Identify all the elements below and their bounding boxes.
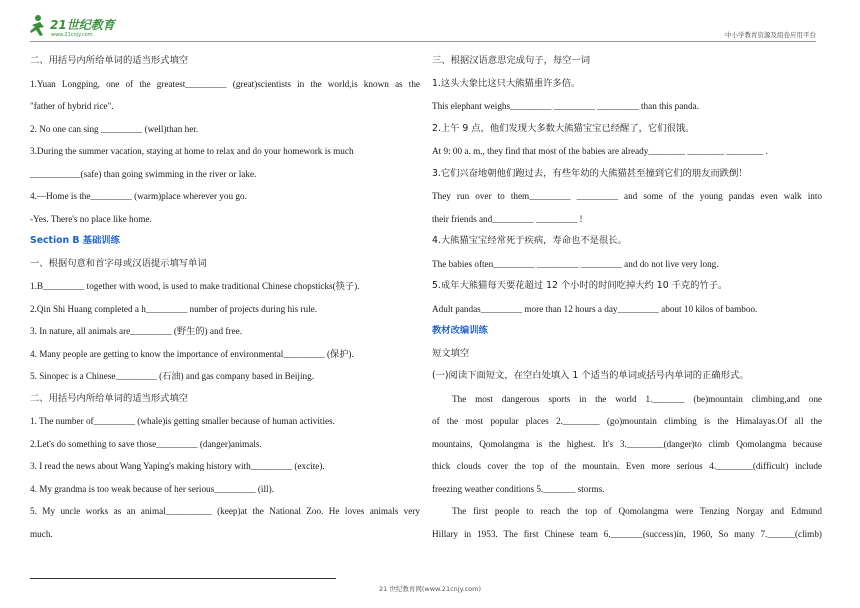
- passage-line: The most dangerous sports in the world 1._______ (be)mountain climbing,and one: [452, 393, 822, 404]
- chinese-prompt: 1.这头大象比这只大熊猫重许多倍。: [432, 77, 581, 89]
- question-line: 2.Qin Shi Huang completed a h_________ number of projects during his rule.: [30, 303, 318, 314]
- question-line: much.: [30, 528, 53, 539]
- question-line: 4. Many people are getting to know the importance of environmental_________ (保护).: [30, 348, 354, 359]
- instruction-line: (一)阅读下面短文，在空白处填入 1 个适当的单词或括号内单词的正确形式。: [432, 370, 749, 381]
- passage-line: thick clouds cover the top of the mountain. Even more serious 4.________(difficult) include: [432, 461, 822, 471]
- question-line: 4.—Home is the_________ (warm)place wherever you go.: [30, 191, 247, 201]
- right-column: [432, 50, 822, 545]
- question-line: 4. My grandma is too weak because of her serious_________ (ill).: [30, 483, 274, 494]
- section-heading: 二、用括号内所给单词的适当形式填空: [30, 392, 189, 404]
- question-line: ___________(safe) than going swimming in the river or lake.: [30, 168, 257, 179]
- passage-line: of the most popular places 2.________ (go)mountain climbing is the Himalayas.Of all the: [432, 416, 822, 426]
- question-line: At 9: 00 a. m., they find that most of the babies are already________ ________ ________ .: [432, 146, 768, 156]
- section-b-title: Section B 基础训练: [30, 235, 120, 246]
- chinese-prompt: 2.上午 9 点，他们发现大多数大熊猫宝宝已经醒了，它们很饿。: [432, 122, 695, 134]
- question-line: 2.Let's do something to save those_________ (danger)animals.: [30, 438, 262, 449]
- question-line: This elephant weighs_________ _________ _________ than this panda.: [432, 101, 699, 111]
- question-line: 3. In nature, all animals are_________ (野生的) and free.: [30, 326, 243, 336]
- footer-divider: [30, 578, 336, 579]
- chinese-prompt: 4.大熊猫宝宝经常死于疾病，寿命也不是很长。: [432, 235, 627, 246]
- question-line: 1.B_________ together with wood, is used to make traditional Chinese chopsticks(筷子).: [30, 281, 360, 291]
- question-line: 3.During the summer vacation, staying at home to relax and do your homework is much: [30, 146, 354, 156]
- site-logo: [28, 14, 138, 38]
- section-heading: 一、根据句意和首字母或汉语提示填写单词: [30, 257, 207, 269]
- left-column: [30, 50, 420, 545]
- question-line: 3. I read the news about Wang Yaping's making history with_________ (excite).: [30, 461, 325, 471]
- passage-line: mountains, Qomolangma is the highest. It's 3.________(danger)to climb Qomolangma because: [432, 438, 822, 449]
- section-heading: 短文填空: [432, 347, 470, 359]
- runner-icon: [30, 15, 44, 36]
- chinese-prompt: 3.它们兴奋地朝他们跑过去，有些年幼的大熊猫甚至撞到它们的朋友而跌倒！: [432, 167, 748, 179]
- question-line: 2. No one can sing _________ (well)than her.: [30, 123, 199, 134]
- passage-line: freezing weather conditions 5._______ storms.: [432, 483, 605, 494]
- question-line: 1. The number of_________ (whale)is getting smaller because of human activities.: [30, 416, 335, 426]
- svg-text:21世纪教育: 21世纪教育: [50, 18, 115, 32]
- question-line: They run over to them_________ _________ and some of the young pandas even walk into: [432, 191, 822, 201]
- question-line: Adult pandas_________ more than 12 hours a day_________ about 10 kilos of bamboo.: [432, 303, 758, 314]
- page-header: [0, 0, 860, 46]
- question-line: -Yes. There's no place like home.: [30, 213, 152, 224]
- passage-line: The first people to reach the top of Qomolangma were Tenzing Norgay and Edmund: [452, 506, 822, 516]
- section-heading: 二、用括号内所给单词的适当形式填空: [30, 55, 189, 66]
- passage-line: Hillary in 1953. The first Chinese team 6._______(success)in, 1960, So many 7.______(climb): [432, 528, 822, 539]
- question-line: The babies often_________ _________ _________ and do not live very long.: [432, 258, 719, 269]
- question-line: 5. Sinopec is a Chinese_________ (石油) and gas company based in Beijing.: [30, 371, 315, 381]
- textbook-section-title: 教材改编训练: [432, 325, 488, 336]
- header-divider: [30, 41, 816, 42]
- question-line: "father of hybrid rice".: [30, 101, 114, 111]
- question-line: 1.Yuan Longping, one of the greatest_________ (great)scientists in the world,is known as the: [30, 78, 420, 89]
- svg-text:www.21cnjy.com: www.21cnjy.com: [51, 32, 93, 38]
- header-platform-text: 中小学教育资源及组卷应用平台: [725, 31, 816, 39]
- question-line: 5. My uncle works as an animal__________ (keep)at the National Zoo. He loves animals very: [30, 506, 420, 516]
- chinese-prompt: 5.成年大熊猫每天要花超过 12 个小时的时间吃掉大约 10 千克的竹子。: [432, 280, 728, 291]
- page-footer: 21 世纪教育网(www.21cnjy.com): [379, 585, 481, 593]
- question-line: their friends and_________ _________ !: [432, 213, 583, 224]
- section-heading: 三、根据汉语意思完成句子，每空一词: [432, 55, 591, 66]
